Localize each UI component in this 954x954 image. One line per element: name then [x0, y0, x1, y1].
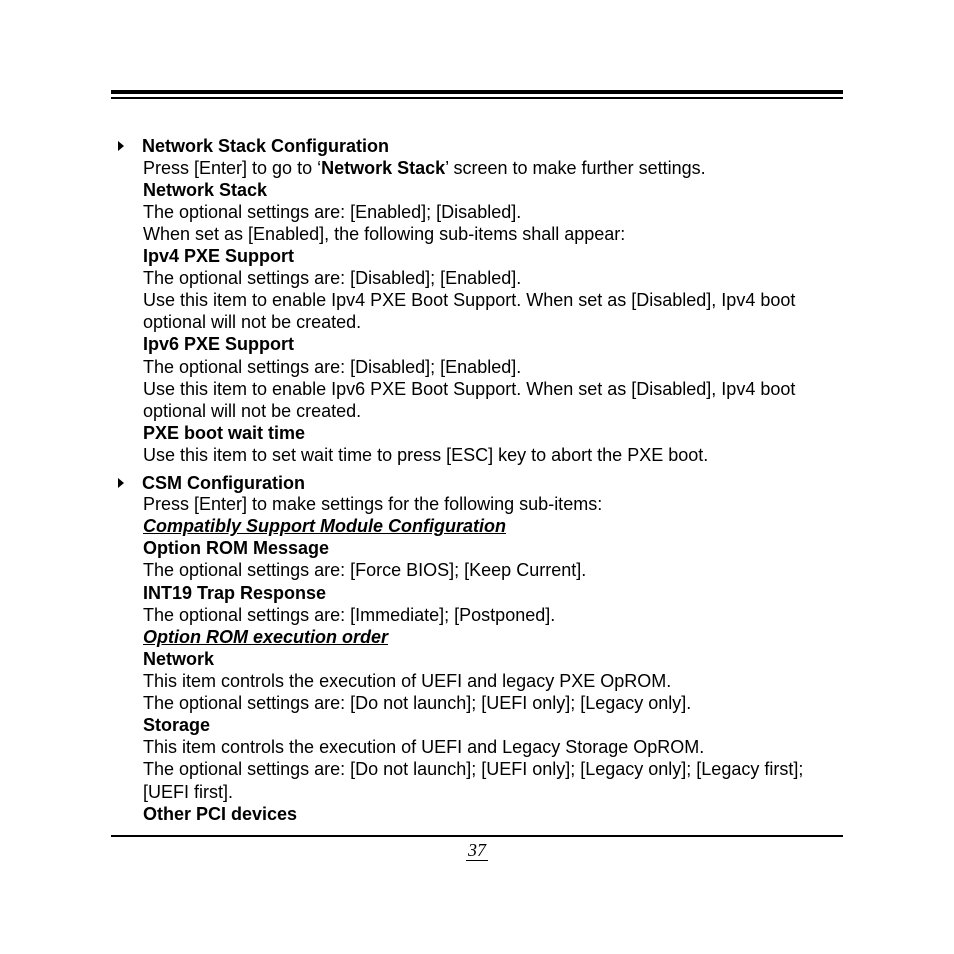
intro-bold: Network Stack	[321, 158, 446, 178]
page-number-value: 37	[468, 840, 486, 860]
exec-order-heading: Option ROM execution order	[143, 627, 389, 647]
option-rom-message-options: The optional settings are: [Force BIOS]; [Keep Current].	[143, 560, 587, 580]
storage-heading: Storage	[143, 715, 211, 735]
ipv6-options: The optional settings are: [Disabled]; [Enabled].	[143, 357, 522, 377]
ipv6-heading: Ipv6 PXE Support	[143, 334, 295, 354]
csm-intro: Press [Enter] to make settings for the following sub-items:	[143, 494, 603, 514]
section-network-stack-configuration	[118, 135, 389, 157]
ipv4-heading: Ipv4 PXE Support	[143, 246, 295, 266]
int19-heading: INT19 Trap Response	[143, 583, 327, 603]
network-options: The optional settings are: [Do not launch]; [UEFI only]; [Legacy only].	[143, 693, 692, 713]
network-stack-options: The optional settings are: [Enabled]; [Disabled].	[143, 202, 522, 222]
bullet-arrow-icon	[118, 478, 124, 488]
intro-suffix: ’ screen to make further settings.	[445, 158, 706, 178]
csm-sub-heading: Compatibly Support Module Configuration	[143, 516, 506, 536]
storage-options-2: [UEFI first].	[143, 782, 233, 802]
ipv6-desc-2: optional will not be created.	[143, 401, 362, 421]
intro-prefix: Press [Enter] to go to ‘	[143, 158, 322, 178]
other-pci-heading: Other PCI devices	[143, 804, 298, 824]
network-stack-note: When set as [Enabled], the following sub-items shall appear:	[143, 224, 626, 244]
page-number	[0, 840, 954, 861]
ipv4-desc-1: Use this item to enable Ipv4 PXE Boot Support. When set as [Disabled], Ipv4 boot	[143, 290, 796, 310]
network-heading: Network	[143, 649, 215, 669]
pxe-wait-desc: Use this item to set wait time to press [ESC] key to abort the PXE boot.	[143, 445, 709, 465]
section-title: Network Stack Configuration	[142, 136, 390, 156]
section-title: CSM Configuration	[142, 473, 305, 493]
ipv6-desc-1: Use this item to enable Ipv6 PXE Boot Support. When set as [Disabled], Ipv4 boot	[143, 379, 796, 399]
bullet-arrow-icon	[118, 141, 124, 151]
section-csm-configuration	[118, 472, 305, 494]
int19-options: The optional settings are: [Immediate]; [Postponed].	[143, 605, 556, 625]
storage-desc: This item controls the execution of UEFI and Legacy Storage OpROM.	[143, 737, 705, 757]
network-stack-intro	[143, 157, 706, 179]
network-desc: This item controls the execution of UEFI and legacy PXE OpROM.	[143, 671, 672, 691]
option-rom-message-heading: Option ROM Message	[143, 538, 330, 558]
ipv4-options: The optional settings are: [Disabled]; [Enabled].	[143, 268, 522, 288]
network-stack-heading: Network Stack	[143, 180, 268, 200]
footer-rule	[111, 835, 843, 837]
header-rule-thick	[111, 90, 843, 94]
ipv4-desc-2: optional will not be created.	[143, 312, 362, 332]
pxe-wait-heading: PXE boot wait time	[143, 423, 306, 443]
header-rule-thin	[111, 97, 843, 99]
storage-options-1: The optional settings are: [Do not launch]; [UEFI only]; [Legacy only]; [Legacy first];	[143, 759, 804, 779]
